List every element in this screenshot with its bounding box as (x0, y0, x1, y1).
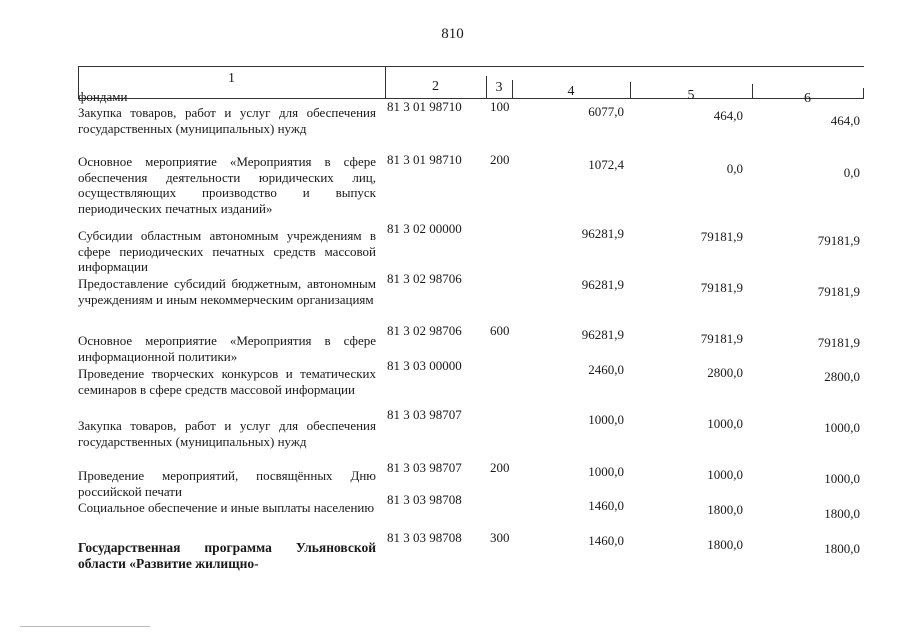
row-description: Проведение мероприятий, посвящённых Дню российской печати (78, 468, 376, 499)
header-col-2: 2 (432, 79, 439, 94)
header-col-4: 4 (567, 84, 575, 99)
row-value-col4: 6077,0 (588, 104, 624, 119)
row-value-col5: 79181,9 (700, 280, 743, 295)
row-value-col5: 1800,0 (707, 537, 743, 552)
row-value-col5: 1800,0 (707, 502, 743, 517)
row-expense-type: 200 (490, 152, 510, 167)
row-value-col6: 79181,9 (817, 233, 860, 248)
row-value-col6: 1800,0 (824, 506, 860, 521)
row-description: Закупка товаров, работ и услуг для обеспечения государственных (муниципальных) нужд (78, 105, 376, 136)
row-value-col6: 1000,0 (824, 471, 860, 486)
row-value-col5: 79181,9 (700, 229, 743, 244)
row-code: 81 3 02 98706 (387, 271, 462, 286)
row-value-col5: 1000,0 (707, 467, 743, 482)
row-code: 81 3 03 00000 (387, 358, 462, 373)
row-description: Субсидии областным автономным учреждениям в сфере периодических печатных средств массовой информации (78, 228, 376, 275)
row-value-col4: 96281,9 (581, 226, 624, 241)
row-description: Проведение творческих конкурсов и тематических семинаров в сфере средств массовой информации (78, 366, 376, 397)
row-expense-type: 300 (490, 530, 510, 545)
row-value-col6: 464,0 (830, 113, 860, 128)
row-code: 81 3 01 98710 (387, 152, 462, 167)
header-col-3: 3 (495, 80, 503, 95)
row-description: Основное мероприятие «Мероприятия в сфере информационной политики» (78, 333, 376, 364)
header-col-6: 6 (804, 91, 811, 106)
row-value-col6: 79181,9 (817, 335, 860, 350)
row-code: 81 3 03 98707 (387, 460, 462, 475)
row-value-col4: 1000,0 (588, 464, 624, 479)
row-code: 81 3 01 98710 (387, 99, 462, 114)
row-code: 81 3 02 98706 (387, 323, 462, 338)
row-expense-type: 100 (490, 99, 510, 114)
row-description: Основное мероприятие «Мероприятия в сфере обеспечения деятельности юридических лиц, осуществляющих производство и выпуск периодических печатных изданий» (78, 154, 376, 216)
scan-artifact-line (20, 626, 150, 627)
row-description: Предоставление субсидий бюджетным, автономным учреждениям и иным некоммерческим организациям (78, 276, 376, 307)
row-value-col6: 1800,0 (824, 541, 860, 556)
row-value-col4: 96281,9 (581, 327, 624, 342)
row-value-col4: 96281,9 (581, 277, 624, 292)
header-col-border-6 (863, 88, 864, 99)
row-value-col4: 1000,0 (588, 412, 624, 427)
row-code: 81 3 03 98707 (387, 407, 462, 422)
row-value-col5: 1000,0 (707, 416, 743, 431)
row-value-col4: 2460,0 (588, 362, 624, 377)
row-value-col4: 1460,0 (588, 533, 624, 548)
row-value-col6: 79181,9 (817, 284, 860, 299)
header-col-1: 1 (228, 71, 235, 86)
header-top-border (78, 66, 864, 67)
row-code: 81 3 03 98708 (387, 530, 462, 545)
row-code: 81 3 03 98708 (387, 492, 462, 507)
row-description: Закупка товаров, работ и услуг для обеспечения государственных (муниципальных) нужд (78, 418, 376, 449)
row-value-col5: 2800,0 (707, 365, 743, 380)
header-col-5: 5 (687, 88, 695, 103)
row-value-col6: 0,0 (843, 165, 860, 180)
row-value-col5: 79181,9 (700, 331, 743, 346)
row-value-col5: 0,0 (726, 161, 743, 176)
page-number: 810 (441, 26, 464, 42)
row-description: Государственная программа Ульяновской области «Развитие жилищно- (78, 540, 376, 571)
row-value-col6: 2800,0 (824, 369, 860, 384)
row-code: 81 3 02 00000 (387, 221, 462, 236)
row-value-col4: 1072,4 (588, 157, 624, 172)
row-expense-type: 600 (490, 323, 510, 338)
row-value-col5: 464,0 (713, 108, 743, 123)
row-description: фондами (78, 89, 128, 104)
row-value-col4: 1460,0 (588, 498, 624, 513)
row-expense-type: 200 (490, 460, 510, 475)
row-value-col6: 1000,0 (824, 420, 860, 435)
row-description: Социальное обеспечение и иные выплаты населению (78, 500, 375, 515)
